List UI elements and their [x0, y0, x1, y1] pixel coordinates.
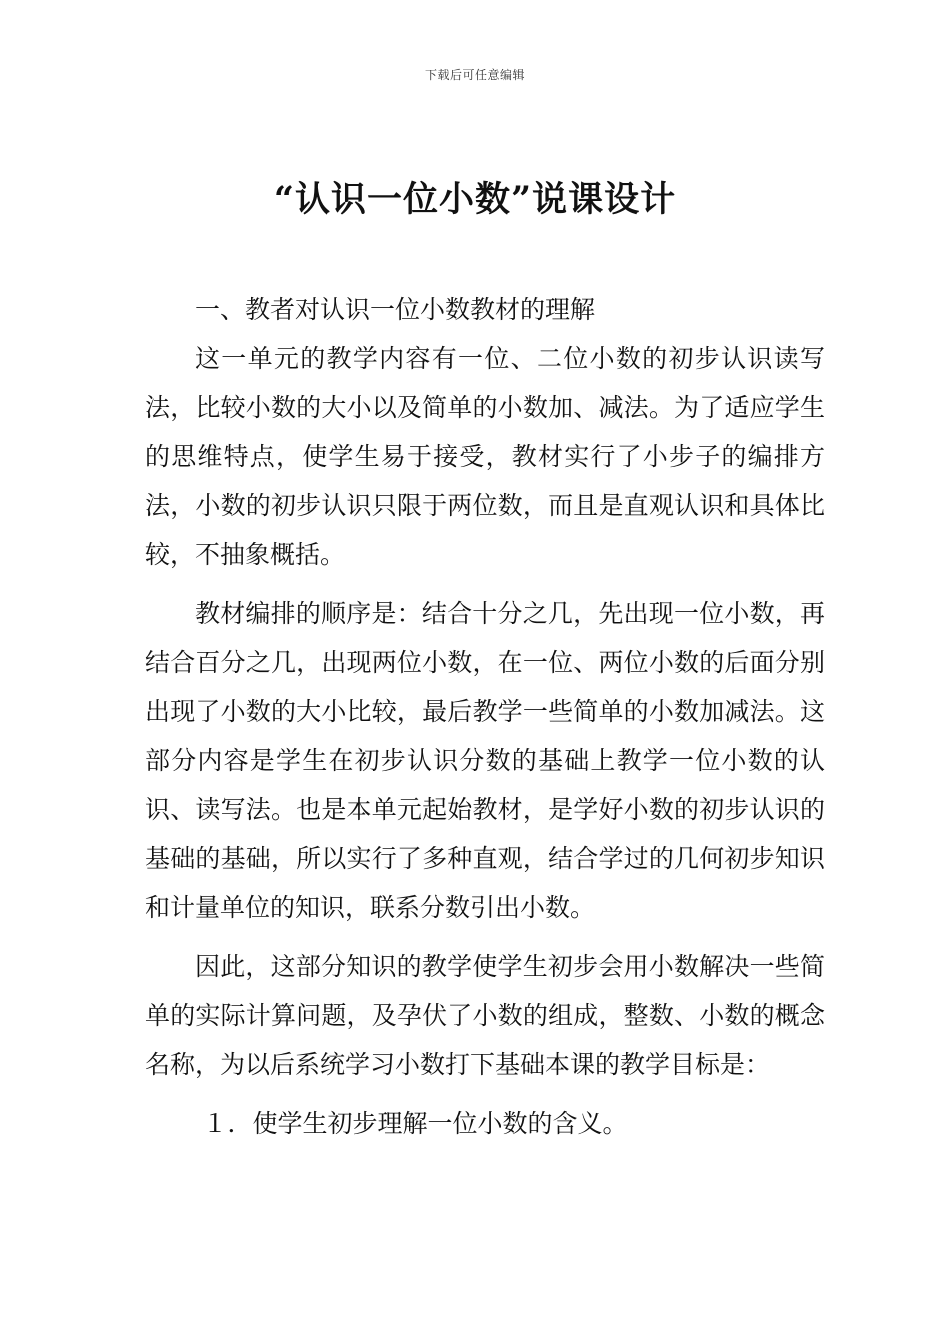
header-note: 下载后可任意编辑: [424, 68, 525, 82]
document-body: [145, 285, 825, 1148]
paragraph-1: 这一单元的教学内容有一位、二位小数的初步认识读写法，比较小数的大小以及简单的小数加、减法。为了适应学生的思维特点，使学生易于接受，教材实行了小步子的编排方法，小数的初步认识只限于两位数，而且是直观认识和具体比较，不抽象概括。: [145, 344, 825, 569]
paragraph-3: 因此，这部分知识的教学使学生初步会用小数解决一些简单的实际计算问题，及孕伏了小数的组成，整数、小数的概念名称，为以后系统学习小数打下基础本课的教学目标是：: [145, 952, 825, 1079]
document-title: “认识一位小数”说课设计: [273, 179, 677, 220]
list-item-1: １．使学生初步理解一位小数的含义。: [202, 1109, 628, 1138]
section-heading: 一、教者对认识一位小数教材的理解: [195, 295, 596, 324]
paragraph-2: 教材编排的顺序是：结合十分之几，先出现一位小数，再结合百分之几，出现两位小数，在一位、两位小数的后面分别出现了小数的大小比较，最后教学一些简单的小数加减法。这部分内容是学生在初步认识分数的基础上教学一位小数的认识、读写法。也是本单元起始教材，是学好小数的初步认识的基础的基础，所以实行了多种直观，结合学过的几何初步知识和计量单位的知识，联系分数引出小数。: [145, 599, 825, 922]
